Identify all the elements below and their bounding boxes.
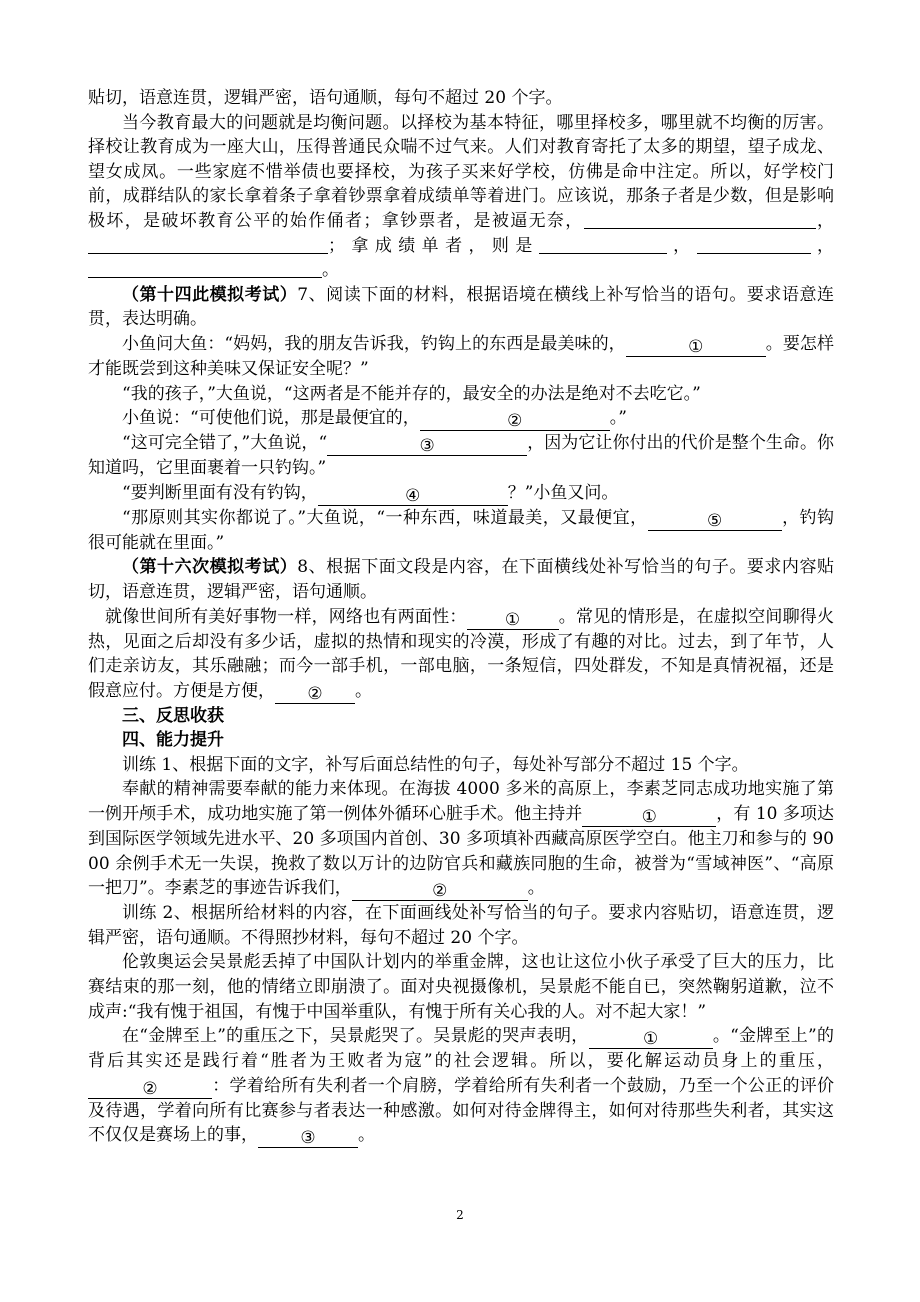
- answer-blank-2[interactable]: ②: [275, 686, 355, 704]
- answer-blank-2[interactable]: ②: [420, 413, 610, 431]
- dialogue-line: “这可完全错了，”大鱼说，“ ③ ，因为它让你付出的代价是整个生命。你知道吗，它里面裹着一只钓钩。”: [88, 433, 834, 479]
- question-text: 8、根据下面文段是内容，在下面横线处补写恰当的句子。要求内容贴切，语意连贯，逻辑严密，语句通顺。: [88, 557, 834, 602]
- answer-blank-2[interactable]: ②: [352, 883, 528, 901]
- document-page: [88, 86, 834, 1148]
- answer-blank[interactable]: [697, 236, 811, 254]
- answer-blank-1[interactable]: ①: [626, 339, 766, 357]
- training-1-passage: 奉献的精神需要奉献的能力来体现。在海拔 4000 多米的高原上，李素芝同志成功地实施了第一例开颅手术，成功地实施了第一例体外循环心脏手术。他主持并 ① ，有 10 多项达到国际医学领域先进水平、20 多项国内首创、30 多项填补西藏高原医学空白。他主刀和参与的 9000 余例手术无一失误，挽救了数以万计的边防官兵和藏族同胞的生命，被誉为“雪域神医”、“高原一把刀”。李素芝的事迹告诉我们， ② 。: [88, 779, 834, 902]
- dialogue-line: “要判断里面有没有钓钩， ④ ？”小鱼又问。: [122, 482, 619, 506]
- training-2-passage: 在“金牌至上”的重压之下，吴景彪哭了。吴景彪的哭声表明， ① 。“金牌至上”的背后其实还是践行着“胜者为王败者为寇”的社会逻辑。所以，要化解运动员身上的重压，② ：学着给所有失利者一个肩膀，学着给所有失利者一个鼓励，乃至一个公正的评价及待遇，学着向所有比赛参与者表达一种感激。如何对待金牌得主，如何对待那些失利者，其实这不仅仅是赛场上的事， ③ 。: [88, 1026, 834, 1149]
- answer-blank-1[interactable]: ①: [467, 612, 559, 630]
- answer-blank-3[interactable]: ③: [327, 438, 527, 456]
- answer-blank[interactable]: [539, 236, 667, 254]
- answer-blank-2[interactable]: ②: [88, 1081, 212, 1099]
- answer-blank-1[interactable]: ①: [589, 1031, 713, 1049]
- training-1-instruction: 训练 1、根据下面的文字，补写后面总结性的句子，每处补写部分不超过 15 个字。: [122, 754, 749, 775]
- answer-blank-3[interactable]: ③: [258, 1130, 358, 1148]
- answer-blank-4[interactable]: ④: [318, 488, 508, 506]
- dialogue-line: “我的孩子，”大鱼说，“这两者是不能并存的，最安全的办法是绝对不去吃它。”: [122, 383, 701, 404]
- question-text: 7、阅读下面的材料，根据语境在横线上补写恰当的语句。要求语意连贯，表达明确。: [88, 284, 834, 330]
- text: 当今教育最大的问题就是均衡问题。以择校为基本特征，哪里择校多，哪里就不均衡的厉害。择校让教育成为一座大山，压得普通民众喘不过气来。人们对教育寄托了太多的期望，望子成龙、望女成凤。一些家庭不惜举债也要择校，为孩子买来好学校，仿佛是命中注定。所以，好学校门前，成群结队的家长拿着条子拿着钞票拿着成绩单等着进门。应该说，那条子者是少数，但是影响极坏，是破坏教育公平的始作俑者；拿钞票者，是被逼无奈，: [88, 112, 834, 231]
- training-2-instruction: 训练 2、根据所给材料的内容，在下面画线处补写恰当的句子。要求内容贴切，语意连贯，逻辑严密，语句通顺。不得照抄材料，每句不超过 20 个字。: [88, 903, 834, 948]
- answer-blank-5[interactable]: ⑤: [648, 513, 782, 531]
- section-heading-ability: 四、能力提升: [122, 730, 224, 751]
- answer-blank[interactable]: [584, 211, 816, 229]
- question-7: [88, 283, 834, 332]
- paragraph-network: 就像世间所有美好事物一样，网络也有两面性： ① 。常见的情形是，在虚拟空间聊得火热，见面之后却没有多少话，虚拟的热情和现实的冷漠，形成了有趣的对比。过去，到了年节，人们走亲访友，其乐融融；而今一部手机，一部电脑，一条短信，四处群发，不知是真情祝福，还是假意应付。方便是方便， ② 。: [88, 606, 835, 704]
- question-source: （第十四此模拟考试）: [122, 284, 298, 305]
- question-source: （第十六次模拟考试）: [122, 557, 298, 578]
- dialogue-line: “那原则其实你都说了。”大鱼说，“一种东西，味道最美，又最便宜， ⑤ ，钓钩很可能就在里面。”: [88, 507, 835, 553]
- question-8: [88, 555, 834, 604]
- section-heading-reflection: 三、反思收获: [122, 705, 224, 726]
- dialogue-line: 小鱼问大鱼：“妈妈，我的朋友告诉我，钓钩上的东西是最美味的， ① 。要怎样才能既尝到这种美味又保证安全呢？”: [88, 333, 834, 379]
- answer-blank-1[interactable]: ①: [582, 809, 716, 827]
- paragraph-school-choice: 当今教育最大的问题就是均衡问题。以择校为基本特征，哪里择校多，哪里就不均衡的厉害。择校让教育成为一座大山，压得普通民众喘不过气来。人们对教育寄托了太多的期望，望子成龙、望女成凤。一些家庭不惜举债也要择校，为孩子买来好学校，仿佛是命中注定。所以，好学校门前，成群结队的家长拿着条子拿着钞票拿着成绩单等着进门。应该说，那条子者是少数，但是影响极坏，是破坏教育公平的始作俑者；拿钞票者，是被逼无奈， ，；拿成绩单者，则是 ， ，。: [88, 112, 835, 281]
- answer-blank[interactable]: [88, 260, 322, 278]
- dialogue-line: 小鱼说：“可使他们说，那是最便宜的， ② 。”: [122, 408, 627, 432]
- text: 贴切，语意连贯，逻辑严密，语句通顺，每句不超过 20 个字。: [88, 88, 563, 108]
- instruction-continuation: [88, 86, 834, 111]
- page-number: 2: [456, 1208, 464, 1222]
- answer-blank[interactable]: [88, 236, 328, 254]
- training-2-passage: 伦敦奥运会吴景彪丢掉了中国队计划内的举重金牌，这也让这位小伙子承受了巨大的压力，比赛结束的那一刻，他的情绪立即崩溃了。面对央视摄像机，吴景彪不能自已，突然鞠躬道歉，泣不成声:“我有愧于祖国，有愧于中国举重队，有愧于所有关心我的人。对不起大家！”: [88, 952, 834, 1022]
